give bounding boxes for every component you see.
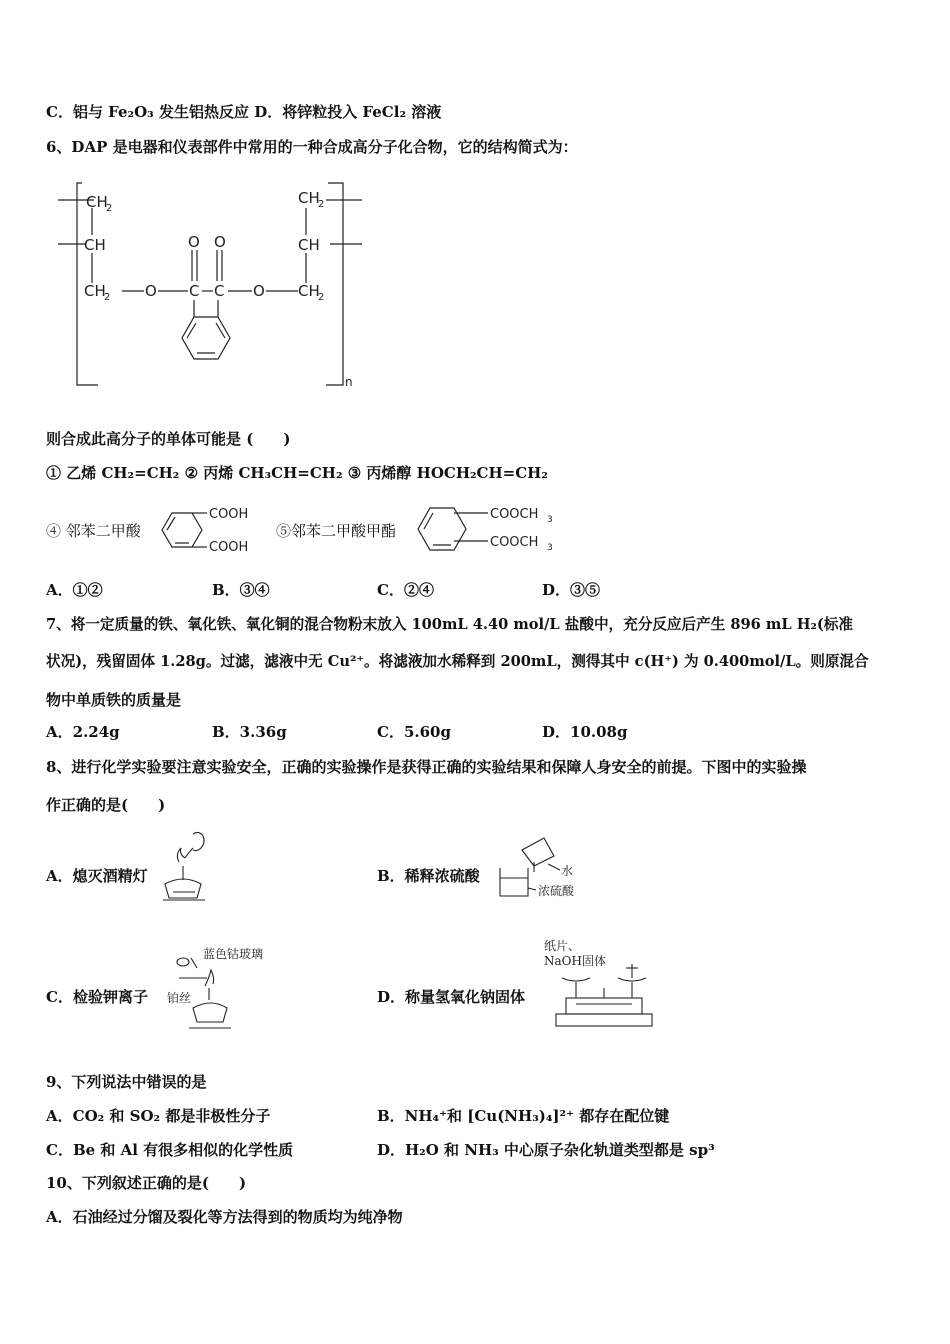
cooh-group-2: COOH bbox=[209, 540, 249, 555]
q7-option-b: B．3.36g bbox=[212, 723, 287, 741]
sub-2: 2 bbox=[318, 199, 325, 210]
q5-option-d: D．将锌粒投入 FeCl₂ 溶液 bbox=[254, 103, 442, 121]
q10-option-a: A．石油经过分馏及裂化等方法得到的物质均为纯净物 bbox=[46, 1208, 403, 1226]
ch2-top-right: CH bbox=[298, 189, 320, 207]
sub-2: 2 bbox=[318, 292, 325, 303]
q8-line-2: 作正确的是( ) bbox=[46, 796, 166, 814]
q9-stem: 9、下列说法中错误的是 bbox=[46, 1073, 207, 1091]
cooch3-group-1: COOCH bbox=[490, 507, 539, 522]
q6-option-d: D．③⑤ bbox=[542, 581, 601, 599]
q8-option-a: A．熄灭酒精灯 bbox=[46, 867, 148, 885]
sub-2: 2 bbox=[106, 203, 113, 214]
sub-2: 2 bbox=[104, 292, 111, 303]
q7-line-2: 状况)，残留固体 1.28g。过滤，滤液中无 Cu²⁺。将滤液加水稀释到 200mL，测得其中 c(H⁺) 为 0.400mol/L。则原混合 bbox=[46, 653, 869, 670]
q8-option-b: B．稀释浓硫酸 bbox=[377, 867, 480, 885]
q5-option-c: C．铝与 Fe₂O₃ 发生铝热反应 bbox=[46, 103, 249, 121]
q10-stem: 10、下列叙述正确的是( ) bbox=[46, 1174, 247, 1192]
q6-question: 则合成此高分子的单体可能是 ( ) bbox=[46, 430, 291, 448]
extinguish-alcohol-lamp-figure bbox=[155, 828, 215, 904]
cobalt-glass-label: 蓝色钴玻璃 bbox=[203, 947, 264, 961]
sub-3: 3 bbox=[547, 543, 553, 553]
q9-option-c: C．Be 和 Al 有很多相似的化学性质 bbox=[46, 1141, 294, 1159]
oxygen-right: O bbox=[253, 282, 265, 300]
ch-right: CH bbox=[298, 236, 320, 254]
q9-option-d: D．H₂O 和 NH₃ 中心原子杂化轨道类型都是 sp³ bbox=[377, 1141, 715, 1159]
carbonyl-oxygen-1: O bbox=[188, 233, 200, 251]
q6-option-a: A．①② bbox=[46, 581, 103, 599]
q5-option-c-d bbox=[46, 102, 441, 122]
carbon-1: C bbox=[189, 282, 200, 300]
q8-option-c: C．检验钾离子 bbox=[46, 988, 148, 1006]
carbonyl-oxygen-2: O bbox=[214, 233, 226, 251]
ch-left: CH bbox=[84, 236, 106, 254]
ch2-bottom-left: CH bbox=[84, 282, 106, 300]
q7-option-a: A．2.24g bbox=[46, 723, 120, 741]
cooh-group-1: COOH bbox=[209, 507, 249, 522]
q7-option-c: C．5.60g bbox=[377, 723, 451, 741]
ch2-top-left: CH bbox=[86, 193, 108, 211]
sub-3: 3 bbox=[547, 515, 553, 525]
q6-monomer-5-label: ⑤邻苯二甲酸甲酯 bbox=[276, 522, 397, 540]
q8-line-1: 8、进行化学实验要注意实验安全，正确的实验操作是获得正确的实验结果和保障人身安全的前提。下图中的实验操 bbox=[46, 758, 807, 776]
q6-option-b: B．③④ bbox=[212, 581, 270, 599]
platinum-wire-label: 铂丝 bbox=[167, 991, 192, 1005]
paper-label: 纸片、 bbox=[544, 939, 581, 953]
weigh-naoh-figure bbox=[542, 938, 668, 1032]
q6-option-c: C．②④ bbox=[377, 581, 434, 599]
cooch3-group-2: COOCH bbox=[490, 535, 539, 550]
potassium-flame-test-figure bbox=[165, 942, 275, 1034]
q8-option-d: D．称量氢氧化钠固体 bbox=[377, 988, 526, 1006]
carbon-2: C bbox=[214, 282, 225, 300]
q7-line-3: 物中单质铁的质量是 bbox=[46, 691, 182, 709]
conc-acid-label: 浓硫酸 bbox=[538, 884, 575, 898]
q7-line-1: 7、将一定质量的铁、氧化铁、氧化铜的混合物粉末放入 100mL 4.40 mol/L 盐酸中，充分反应后产生 896 mL H₂(标准 bbox=[46, 616, 853, 633]
q6-monomer-4-label: ④ 邻苯二甲酸 bbox=[46, 522, 141, 540]
q6-stem: 6、DAP 是电器和仪表部件中常用的一种合成高分子化合物，它的结构简式为： bbox=[46, 138, 578, 156]
repeat-n: n bbox=[345, 375, 353, 389]
q9-option-a: A．CO₂ 和 SO₂ 都是非极性分子 bbox=[46, 1107, 271, 1125]
water-label: 水 bbox=[561, 864, 574, 878]
naoh-label: NaOH固体 bbox=[544, 954, 606, 968]
dilute-sulfuric-acid-figure bbox=[494, 832, 584, 904]
dimethyl-phthalate-structure bbox=[410, 500, 560, 558]
q6-monomers-1-3: ① 乙烯 CH₂=CH₂ ② 丙烯 CH₃CH=CH₂ ③ 丙烯醇 HOCH₂CH=CH₂ bbox=[46, 464, 548, 482]
q9-option-b: B．NH₄⁺和 [Cu(NH₃)₄]²⁺ 都存在配位键 bbox=[377, 1107, 670, 1125]
ch2-bottom-right: CH bbox=[298, 282, 320, 300]
oxygen-left: O bbox=[145, 282, 157, 300]
phthalic-acid-structure bbox=[152, 505, 274, 555]
dap-structure-figure bbox=[50, 175, 370, 390]
q7-option-d: D．10.08g bbox=[542, 723, 628, 741]
